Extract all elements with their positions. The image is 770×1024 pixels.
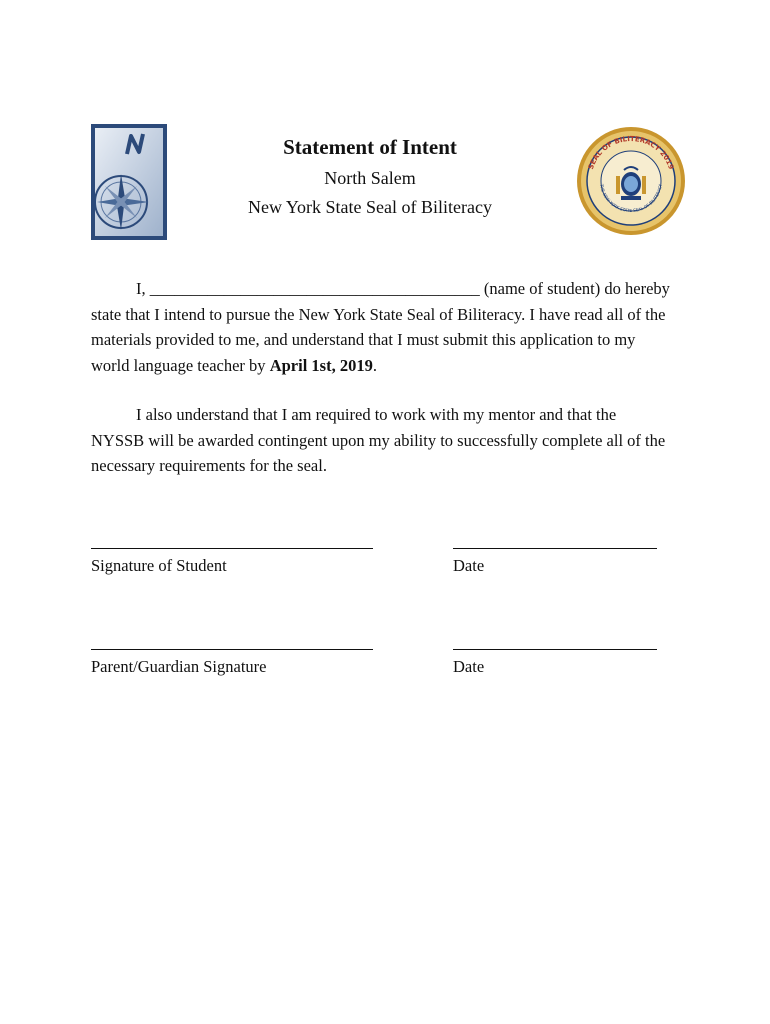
school-name: North Salem bbox=[324, 168, 416, 188]
intent-paragraph bbox=[91, 276, 671, 378]
student-date-label: Date bbox=[453, 556, 485, 575]
seal-text-inner: THE NEW YORK STATE SEAL OF BILITERACY bbox=[599, 183, 663, 214]
understanding-text: I also understand that I am required to work with my mentor and that the NYSSB will be awarded contingent upon my ability to successfully complete all of the necessary requirements for the seal. bbox=[91, 405, 666, 475]
seal-text-top: SEAL OF BILITERACY 2019 bbox=[586, 134, 676, 171]
seal-of-biliteracy-icon bbox=[576, 126, 686, 236]
parent-signature-line[interactable] bbox=[91, 649, 373, 650]
student-date-line[interactable] bbox=[453, 548, 657, 549]
student-signature-label: Signature of Student bbox=[91, 556, 227, 575]
parent-signature-label: Parent/Guardian Signature bbox=[91, 657, 267, 676]
intent-text: I, ________________________________________ (name of student) do hereby state that I intend to pursue the New York State Seal of Biliteracy. I have read all of the materials provided to me, and understand that I must submit this application to my world language teacher by bbox=[91, 279, 670, 375]
understanding-paragraph bbox=[91, 402, 671, 479]
program-name: New York State Seal of Biliteracy bbox=[248, 197, 492, 217]
student-signature-line[interactable] bbox=[91, 548, 373, 549]
page-title: Statement of Intent bbox=[283, 135, 457, 159]
parent-date-line[interactable] bbox=[453, 649, 657, 650]
parent-date-label: Date bbox=[453, 657, 485, 676]
deadline-date: April 1st, 2019 bbox=[269, 355, 373, 375]
intent-text-end: . bbox=[372, 355, 377, 375]
title-block bbox=[170, 134, 570, 222]
compass-logo-icon bbox=[91, 124, 167, 240]
